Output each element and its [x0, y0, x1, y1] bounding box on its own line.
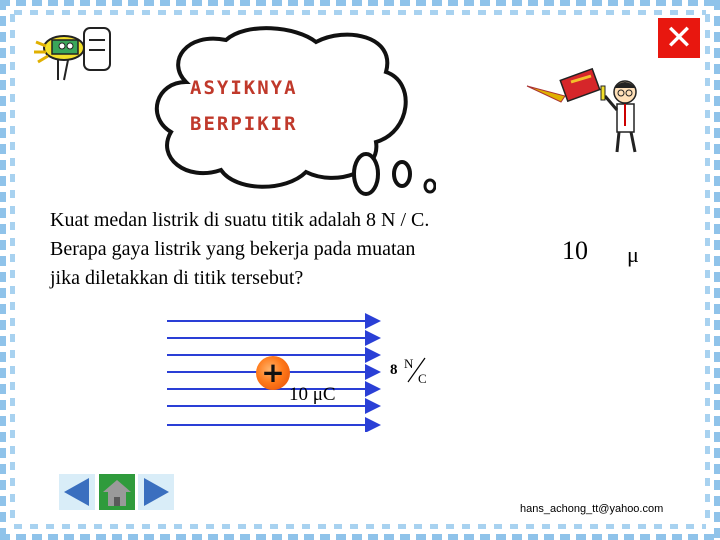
border-left — [0, 0, 6, 540]
close-button[interactable] — [658, 18, 700, 58]
plus-sign: + — [261, 356, 285, 389]
question-line-3: jika diletakkan di titik tersebut? — [50, 267, 304, 289]
inner-border-top — [14, 10, 706, 15]
home-icon — [99, 474, 135, 510]
border-right — [714, 0, 720, 540]
arrow-right-icon — [138, 474, 174, 510]
author-email: hans_achong_tt@yahoo.com — [520, 503, 664, 515]
next-button[interactable] — [138, 474, 174, 510]
mascot-idea-icon — [28, 22, 118, 92]
close-icon: ✕ — [664, 18, 694, 58]
cloud-title-line2: BERPIKIR — [190, 113, 298, 135]
arrow-left-icon — [59, 474, 95, 510]
cloud-title — [190, 70, 298, 142]
previous-button[interactable] — [59, 474, 95, 510]
border-bottom — [0, 534, 720, 540]
question-text — [50, 206, 570, 293]
home-button[interactable] — [99, 474, 135, 510]
cloud-title-line1: ASYIKNYA — [190, 77, 298, 99]
inner-border-right — [705, 14, 710, 526]
mascot-student-icon — [525, 66, 650, 156]
charge-value: 10 — [562, 236, 588, 265]
border-top — [0, 0, 720, 6]
question-line-1: Kuat medan listrik di suatu titik adalah 8 N / C. — [50, 209, 430, 231]
charge-label: 10 μC — [289, 384, 336, 405]
unit-denominator: C — [418, 371, 427, 386]
unit-numerator: N — [404, 356, 414, 371]
charge-unit-prefix: μ — [627, 242, 639, 267]
inner-border-bottom — [14, 524, 706, 529]
inner-border-left — [10, 14, 15, 526]
positive-charge — [256, 356, 290, 390]
field-strength-value: 8 — [390, 362, 398, 378]
question-line-2: Berapa gaya listrik yang bekerja pada muatan — [50, 238, 416, 260]
